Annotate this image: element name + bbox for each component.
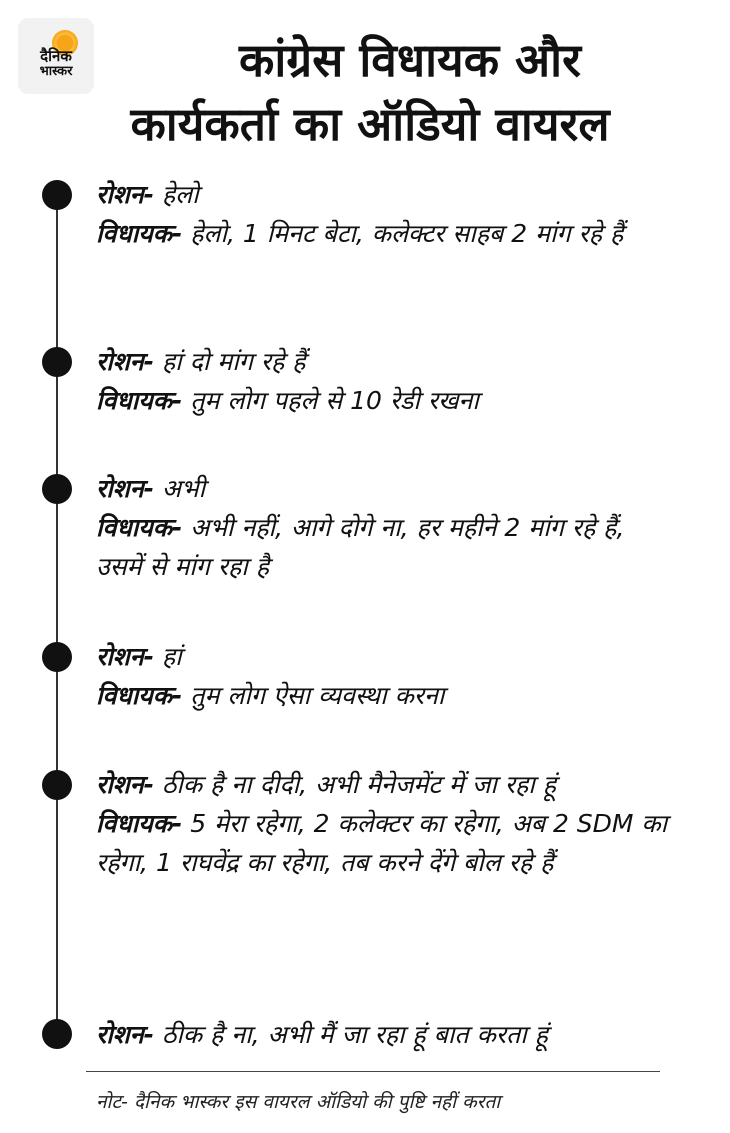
speech-text: हेलो <box>153 180 199 209</box>
speech-text: ठीक है ना दीदी, अभी मैनेजमेंट में जा रहा हूं <box>153 770 556 799</box>
timeline-dot <box>42 474 72 504</box>
speech-text: ठीक है ना, अभी मैं जा रहा हूं बात करता हूं <box>153 1020 548 1049</box>
speech-text: हां <box>153 642 182 671</box>
speaker-label: रोशन- <box>96 180 154 209</box>
speaker-label: विधायक- <box>96 513 183 542</box>
timeline-dot <box>42 347 72 377</box>
speaker-label: रोशन- <box>96 642 154 671</box>
speech-text: तुम लोग ऐसा व्यवस्था करना <box>182 681 445 710</box>
speaker-label: रोशन- <box>96 347 154 376</box>
speech-text: अभी नहीं, आगे दोगे ना, हर महीने 2 मांग रहे हैं, उसमें से मांग रहा है <box>96 513 625 581</box>
timeline-dot <box>42 180 72 210</box>
speech-text: हेलो, 1 मिनट बेटा, कलेक्टर साहब 2 मांग रहे हैं <box>182 219 624 248</box>
timeline-dot <box>42 1019 72 1049</box>
dialogue-item <box>96 1015 676 1054</box>
speaker-label: विधायक- <box>96 386 183 415</box>
headline-line-2: कार्यकर्ता का ऑडियो वायरल <box>130 97 610 151</box>
speaker-label: विधायक- <box>96 681 183 710</box>
timeline-dot <box>42 642 72 672</box>
speaker-label: रोशन- <box>96 474 154 503</box>
speech-text: तुम लोग पहले से 10 रेडी रखना <box>182 386 479 415</box>
speech-text: हां दो मांग रहे हैं <box>153 347 306 376</box>
logo-line-2: भास्कर <box>39 63 73 79</box>
speaker-label: विधायक- <box>96 809 183 838</box>
headline-line-1: कांग्रेस विधायक और <box>239 33 581 87</box>
disclaimer-note: नोट- दैनिक भास्कर इस वायरल ऑडियो की पुष्टि नहीं करता <box>96 1091 501 1113</box>
dialogue-item <box>96 469 676 586</box>
dialogue-item <box>96 765 676 882</box>
dialogue-item <box>96 175 676 253</box>
speaker-label: रोशन- <box>96 770 154 799</box>
dialogue-item <box>96 637 676 715</box>
speaker-label: विधायक- <box>96 219 183 248</box>
speaker-label: रोशन- <box>96 1020 154 1049</box>
timeline-dot <box>42 770 72 800</box>
headline <box>20 28 720 156</box>
divider <box>86 1071 660 1072</box>
timeline-line <box>56 192 58 1037</box>
logo-line-1: दैनिक <box>40 46 72 65</box>
speech-text: अभी <box>153 474 206 503</box>
speech-text: 5 मेरा रहेगा, 2 कलेक्टर का रहेगा, अब 2 SDM का रहेगा, 1 राघवेंद्र का रहेगा, तब करने देंगे बोल रहे हैं <box>96 809 668 877</box>
dialogue-item <box>96 342 676 420</box>
